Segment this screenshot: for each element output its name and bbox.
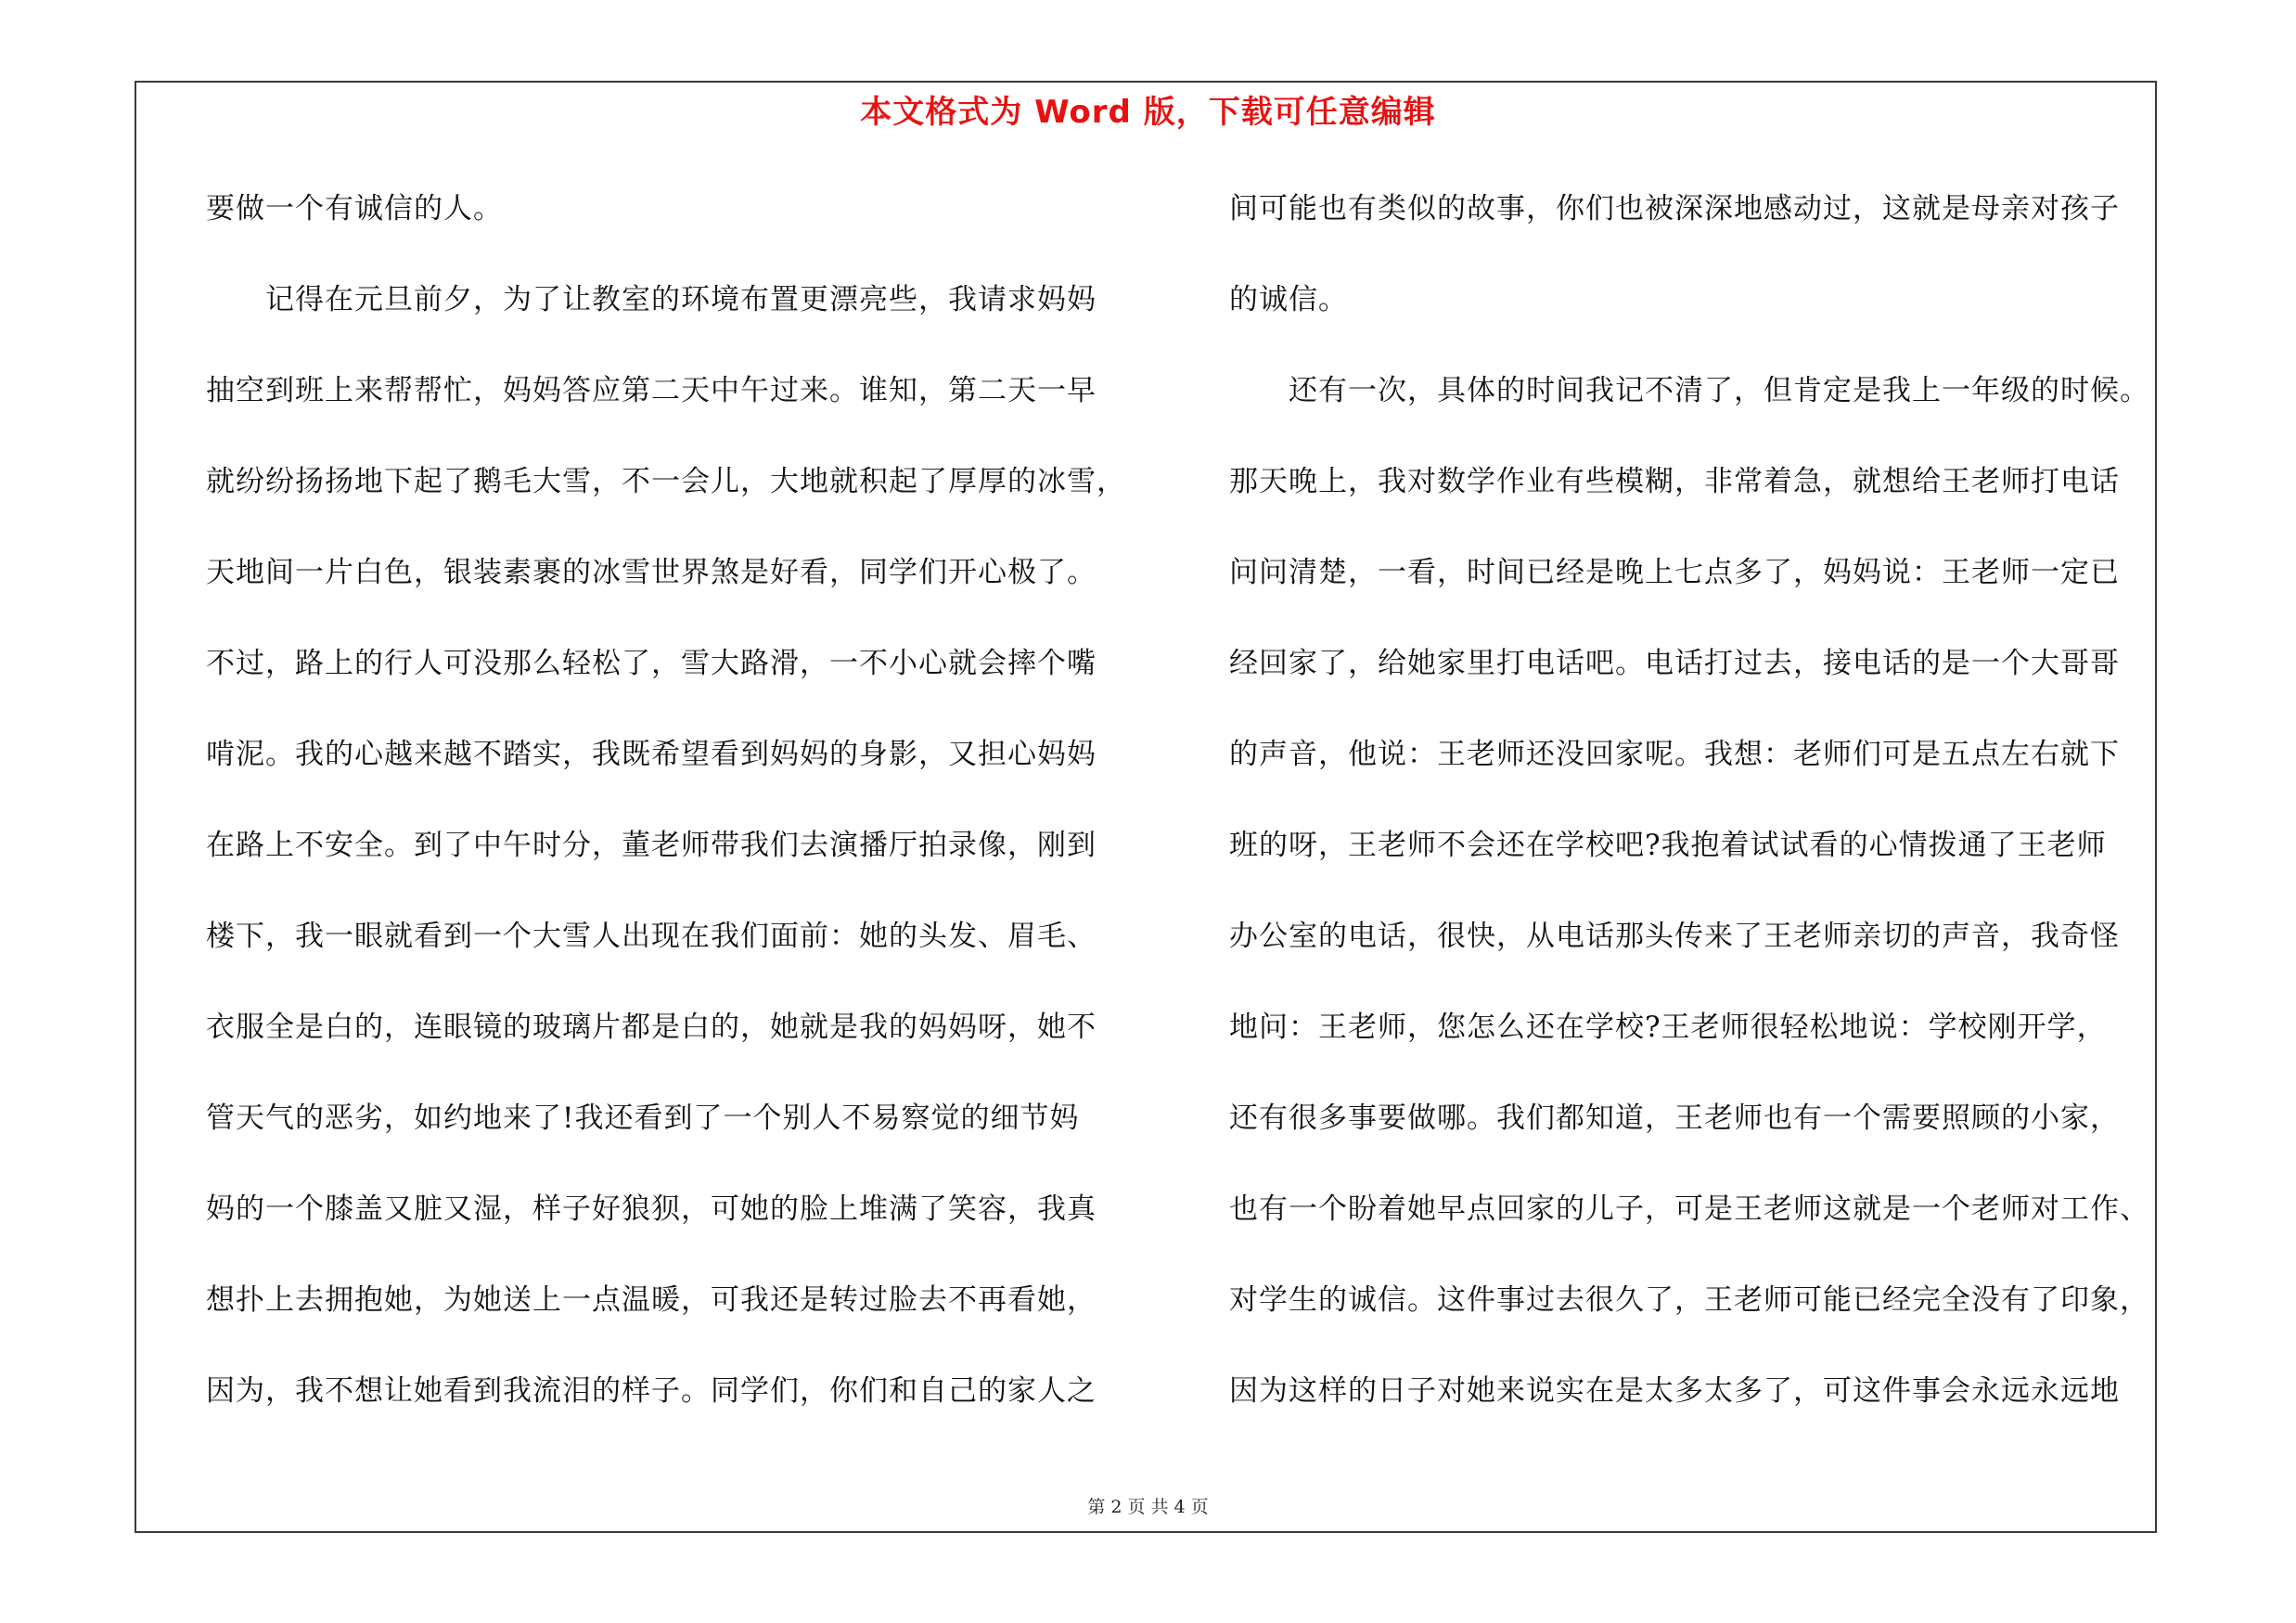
text-line: 经回家了，给她家里打电话吧。电话打过去，接电话的是一个大哥哥 (1229, 647, 2120, 680)
text-line: 天地间一片白色，银装素裹的冰雪世界煞是好看，同学们开心极了。 (206, 556, 1097, 589)
text-line: 衣服全是白的，连眼镜的玻璃片都是白的，她就是我的妈妈呀，她不 (206, 1011, 1097, 1044)
text-line: 抽空到班上来帮帮忙，妈妈答应第二天中午过来。谁知，第二天一早 (206, 374, 1097, 407)
text-line: 班的呀，王老师不会还在学校吧?我抱着试试看的心情拨通了王老师 (1229, 829, 2107, 862)
text-line: 办公室的电话，很快，从电话那头传来了王老师亲切的声音，我奇怪 (1229, 920, 2120, 953)
text-line: 记得在元旦前夕，为了让教室的环境布置更漂亮些，我请求妈妈 (206, 283, 1097, 316)
right-text-column (1229, 181, 2161, 1454)
text-line: 在路上不安全。到了中午时分，董老师带我们去演播厅拍录像，刚到 (206, 829, 1097, 862)
text-line: 对学生的诚信。这件事过去很久了，王老师可能已经完全没有了印象， (1229, 1283, 2149, 1317)
text-line: 那天晚上，我对数学作业有些模糊，非常着急，就想给王老师打电话 (1229, 465, 2120, 498)
text-line: 要做一个有诚信的人。 (206, 192, 503, 225)
left-text-column (206, 181, 1143, 1454)
format-notice-banner: 本文格式为 Word 版，下载可任意编辑 (860, 94, 1436, 131)
text-line: 因为这样的日子对她来说实在是太多太多了，可这件事会永远永远地 (1229, 1374, 2120, 1408)
text-line: 的诚信。 (1229, 283, 1348, 316)
text-line: 还有很多事要做哪。我们都知道，王老师也有一个需要照顾的小家， (1229, 1101, 2120, 1135)
text-line: 也有一个盼着她早点回家的儿子，可是王老师这就是一个老师对工作、 (1229, 1192, 2149, 1226)
text-line: 地问：王老师，您怎么还在学校?王老师很轻松地说：学校刚开学， (1229, 1011, 2107, 1044)
text-line: 的声音，他说：王老师还没回家呢。我想：老师们可是五点左右就下 (1229, 738, 2120, 771)
text-line: 不过，路上的行人可没那么轻松了，雪大路滑，一不小心就会摔个嘴 (206, 647, 1097, 680)
text-line: 妈的一个膝盖又脏又湿，样子好狼狈，可她的脸上堆满了笑容，我真 (206, 1192, 1097, 1226)
text-line: 问问清楚，一看，时间已经是晚上七点多了，妈妈说：王老师一定已 (1229, 556, 2120, 589)
text-line: 因为，我不想让她看到我流泪的样子。同学们，你们和自己的家人之 (206, 1374, 1097, 1408)
text-line: 想扑上去拥抱她，为她送上一点温暖，可我还是转过脸去不再看她， (206, 1283, 1097, 1317)
text-line: 楼下，我一眼就看到一个大雪人出现在我们面前：她的头发、眉毛、 (206, 920, 1097, 953)
page-number-footer: 第 2 页 共 4 页 (1087, 1497, 1209, 1517)
text-line: 间可能也有类似的故事，你们也被深深地感动过，这就是母亲对孩子 (1229, 192, 2120, 225)
text-line: 就纷纷扬扬地下起了鹅毛大雪，不一会儿，大地就积起了厚厚的冰雪， (206, 465, 1126, 498)
text-line: 还有一次，具体的时间我记不清了，但肯定是我上一年级的时候。 (1229, 374, 2149, 407)
text-line: 管天气的恶劣，如约地来了!我还看到了一个别人不易察觉的细节妈 (206, 1101, 1080, 1135)
text-line: 啃泥。我的心越来越不踏实，我既希望看到妈妈的身影，又担心妈妈 (206, 738, 1097, 771)
